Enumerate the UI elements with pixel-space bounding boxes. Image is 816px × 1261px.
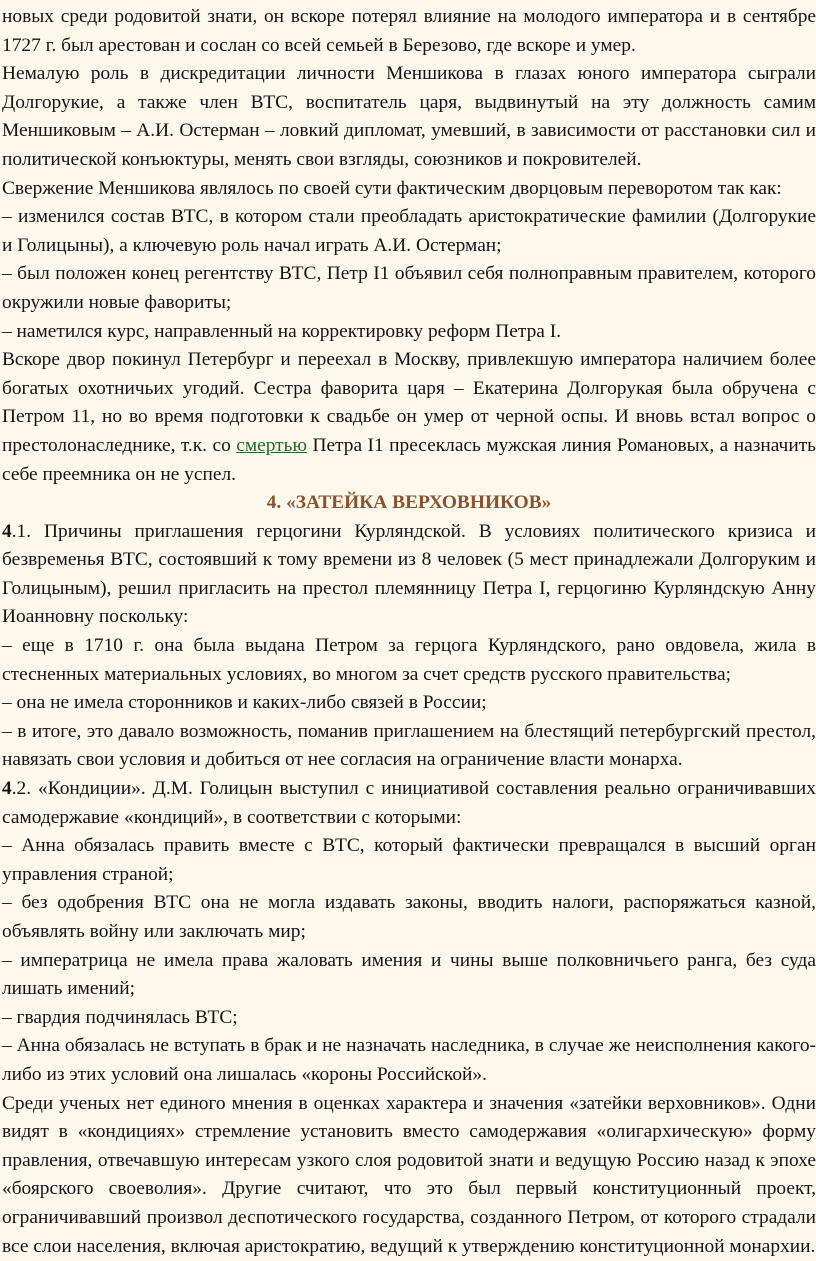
- list-item-rule-with-council: – Анна обязалась править вместе с ВТС, который фактически превращался в высший орган управления страной;: [2, 835, 816, 885]
- paragraph-court-moves-moscow: [2, 346, 816, 489]
- list-item-no-laws-without-approval: – без одобрения ВТС она не могла издавать законы, вводить налоги, распоряжаться казной, объявлять войну или заключать мир;: [2, 892, 816, 942]
- list-item-no-granting-estates: – императрица не имела права жаловать имения и чины выше полковничьего ранга, без суда лишать имений;: [2, 949, 816, 1000]
- list-item-council-composition: – изменился состав ВТС, в котором стали преобладать аристократические фамилии (Долгорукие и Голицыны), а ключевую роль начал играть А.И. Остерман;: [2, 206, 816, 256]
- death-link[interactable]: смертью: [236, 434, 307, 456]
- list-item-no-supporters: – она не имела сторонников и каких-либо связей в России;: [2, 692, 487, 714]
- paragraph-text-part: .1. Причины приглашения герцогини Курляндской. В условиях политического кризиса и безвременья ВТС, состоявший к тому времени из 8 человек (5 мест принадлежали Долгоруким и Голицыным), решил пригласить на престол племянницу Петра I, герцогиню Курляндскую Анну Иоанновну поскольку:: [2, 520, 816, 628]
- paragraph-discredit-role: Немалую роль в дискредитации личности Меншикова в глазах юного императора сыграли Долгорукие, а также член ВТС, воспитатель царя, выдвинутый на эту должность самим Меншиковым – А.И. Остерман – ловкий дипломат, умевший, в зависимости от расстановки сил и политической конъюктуры, менять свои взгляды, союзников и покровителей.: [2, 63, 816, 170]
- paragraph-scholarly-opinions: Среди ученых нет единого мнения в оценках характера и значения «затейки верховников». Одни видят в «кондициях» стремление установить вместо самодержавия «олигархическую» форму правления, отвечавшую интересам узкого слоя родовитой знати и ведущую Россию назад к эпохе «боярского своеволия». Другие считают, что это был первый конституционный проект, ограничивавший произвол деспотического государства, созданного Петром, от которого страдали все слои населения, включая аристократию, ведущий к утверждению конституционной монархии.: [2, 1092, 816, 1257]
- section-heading: 4. «ЗАТЕЙКА ВЕРХОВНИКОВ»: [266, 492, 552, 514]
- list-item-impose-conditions: – в итоге, это давало возможность, поманив приглашением на блестящий петербургский престол, навязать свои условия и добиться от нее согласия на ограничение власти монарха.: [2, 720, 816, 771]
- list-item-guard-subordination: – гвардия подчинялась ВТС;: [2, 1006, 238, 1028]
- section-number: 4: [2, 520, 12, 542]
- list-item-no-marriage: – Анна обязалась не вступать в брак и не назначать наследника, в случае же неисполнения какого-либо из этих условий она лишалась «короны Российской».: [2, 1035, 816, 1085]
- paragraph-conditions: [2, 775, 816, 832]
- paragraph-coup-intro: Свержение Меншикова являлось по своей сути фактическим дворцовым переворотом так как:: [2, 177, 782, 199]
- paragraph-invitation-reasons: [2, 518, 816, 632]
- paragraph-menshikov-exile: новых среди родовитой знати, он вскоре потерял влияние на молодого императора и в сентябре 1727 г. был арестован и сослан со всей семьей в Березово, где вскоре и умер.: [2, 6, 816, 56]
- paragraph-text-part: .2. «Кондиции». Д.М. Голицын выступил с инициативой составления реально ограничивавших самодержавие «кондиций», в соответствии с которыми:: [2, 778, 816, 828]
- list-item-end-of-regency: – был положен конец регентству ВТС, Петр I1 объявил себя полноправным правителем, которого окружили новые фавориты;: [2, 263, 816, 313]
- section-number: 4: [2, 778, 12, 800]
- list-item-married-1710: – еще в 1710 г. она была выдана Петром за герцога Курляндского, рано овдовела, жила в стесненных материальных условиях, во многом за счет средств русского правительства;: [2, 635, 816, 685]
- paragraph-text-part: Вскоре двор покинул Петербург и переехал в Москву, привлекшую императора наличием более богатых охотничьих угодий. Сестра фаворита царя – Екатерина Долгорукая была обручена с Петром 11, но во время подготовки к свадьбе он умер от черной оспы. И вновь встал вопрос о престолонаследнике, т.к. со: [2, 349, 816, 456]
- paragraph-text-part: Петра I1 пресеклась мужская линия Романовых, а назначить себе преемника он не успел.: [2, 434, 816, 485]
- list-item-reform-correction: – наметился курс, направленный на корректировку реформ Петра I.: [2, 320, 562, 342]
